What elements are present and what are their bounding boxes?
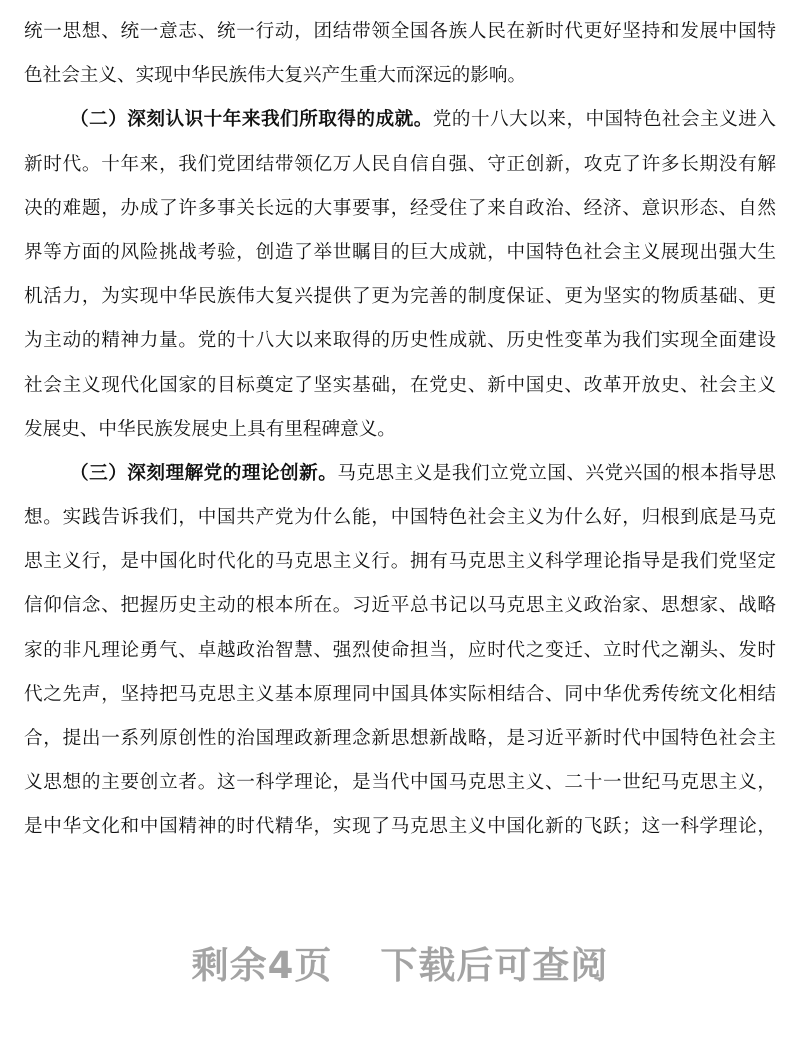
text-line: 代之先声，坚持把马克思主义基本原理同中国具体实际相结合、同中华优秀传统文化相结 [24,683,776,705]
text-line: 统一思想、统一意志、统一行动，团结带领全国各族人民在新时代更好坚持和发展中国特 [24,21,776,42]
text-line: 决的难题，办成了许多事关长远的大事要事，经受住了来自政治、经济、意识形态、自然 [24,197,776,219]
text-run: 马克思主义是我们立党立国、兴党兴国的根本指导思 [337,462,776,484]
text-line: 新时代。十年来，我们党团结带领亿万人民自信自强、守正创新，攻克了许多长期没有解 [24,153,776,175]
text-run: 党的十八大以来，中国特色社会主义进入 [432,109,776,131]
text-line: 色社会主义、实现中华民族伟大复兴产生重大而深远的影响。 [24,65,527,87]
text-line: 发展史、中华民族发展史上具有里程碑意义。 [24,418,396,440]
text-line: 为主动的精神力量。党的十八大以来取得的历史性成就、历史性变革为我们实现全面建设 [24,330,776,352]
download-to-view-label[interactable]: 下载后可查阅 [380,944,609,987]
text-line: 机活力，为实现中华民族伟大复兴提供了更为完善的制度保证、更为坚实的物质基础、更 [24,286,776,308]
text-line: 想。实践告诉我们，中国共产党为什么能，中国特色社会主义为什么好，归根到底是马克 [24,507,776,529]
section-heading: （二）深刻认识十年来我们所取得的成就。 [70,109,433,131]
text-line [24,452,776,496]
remaining-pages-label: 剩余4页 [191,944,333,987]
text-line: 是中华文化和中国精神的时代精华，实现了马克思主义中国化新的飞跃；这一科学理论， [24,816,776,838]
text-line: 义思想的主要创立者。这一科学理论，是当代中国马克思主义、二十一世纪马克思主义， [24,772,776,794]
text-line: 思主义行，是中国化时代化的马克思主义行。拥有马克思主义科学理论指导是我们党坚定 [24,551,776,573]
document-body [24,10,776,850]
text-line: 家的非凡理论勇气、卓越政治智慧、强烈使命担当，应时代之变迁、立时代之潮头、发时 [24,639,776,661]
text-line: 界等方面的风险挑战考验，创造了举世瞩目的巨大成就，中国特色社会主义展现出强大生 [24,241,776,263]
text-line: 合，提出一系列原创性的治国理政新理念新思想新战略，是习近平新时代中国特色社会主 [24,728,776,749]
download-prompt[interactable] [0,935,800,989]
text-line: 社会主义现代化国家的目标奠定了坚实基础，在党史、新中国史、改革开放史、社会主义 [24,374,776,396]
text-line [24,98,776,142]
section-heading: （三）深刻理解党的理论创新。 [70,462,338,484]
text-line: 信仰信念、把握历史主动的根本所在。习近平总书记以马克思主义政治家、思想家、战略 [24,595,776,617]
